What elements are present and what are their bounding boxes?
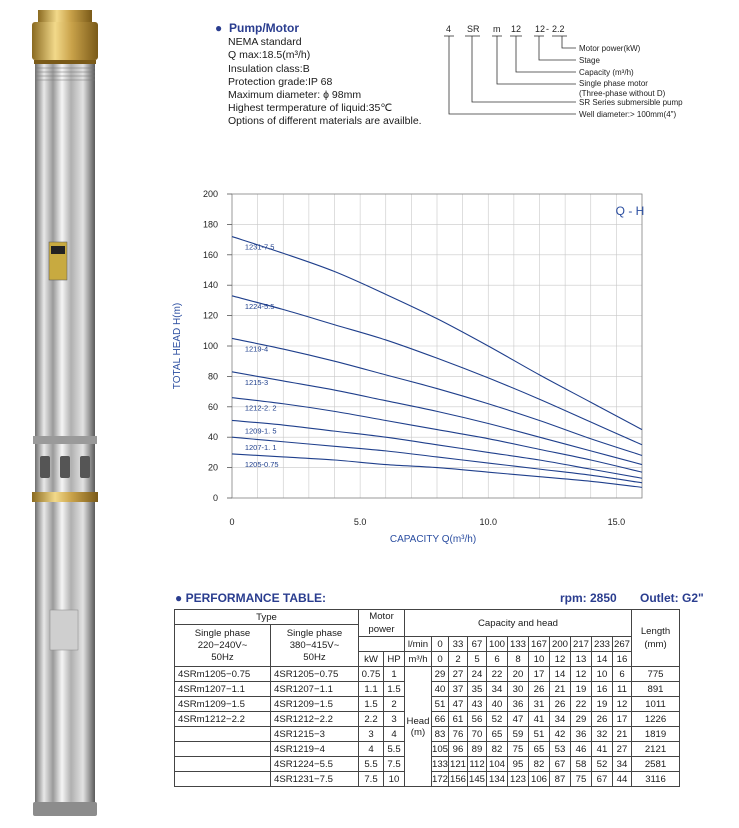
head-value: 34 xyxy=(613,757,632,772)
three-phase-model: 4SR1215−3 xyxy=(271,727,359,742)
head-value: 26 xyxy=(550,697,571,712)
length-value: 775 xyxy=(632,667,680,682)
code-part: SR xyxy=(467,24,480,34)
head-value: 22 xyxy=(571,697,592,712)
head-value: 34 xyxy=(550,712,571,727)
hp-value: 3 xyxy=(384,712,405,727)
spec-line: Highest termperature of liquid:35℃ xyxy=(228,102,393,115)
spec-line: Q max:18.5(m³/h) xyxy=(228,49,311,62)
head-value: 41 xyxy=(529,712,550,727)
head-value: 145 xyxy=(469,773,486,785)
head-value: 89 xyxy=(468,742,487,757)
code-desc: Stage xyxy=(579,56,600,65)
series-label: 1209-1. 5 xyxy=(244,426,277,436)
hp-value: 2 xyxy=(384,697,405,712)
rpm-label: rpm: 2850 xyxy=(560,591,617,605)
head-value: 17 xyxy=(529,667,550,682)
kw-value: 1.5 xyxy=(359,697,384,712)
m3h-value: 12 xyxy=(550,652,571,667)
head-value: 12 xyxy=(613,697,632,712)
head-value: 52 xyxy=(592,757,613,772)
three-phase-model: 4SR1212−2.2 xyxy=(271,712,359,727)
head-label: Head (m) xyxy=(405,667,432,787)
head-value: 36 xyxy=(508,697,529,712)
head-value: 95 xyxy=(508,757,529,772)
three-phase-model: 4SR1205−0.75 xyxy=(271,667,359,682)
head-value: 29 xyxy=(432,667,449,682)
head-value: 16 xyxy=(592,682,613,697)
head-value: 59 xyxy=(508,727,529,742)
head-value: 47 xyxy=(508,712,529,727)
head-value: 51 xyxy=(432,697,449,712)
hp-value: 1 xyxy=(384,667,405,682)
head-value: 65 xyxy=(529,742,550,757)
m3h-value: 16 xyxy=(613,652,632,667)
pump-motor-spec xyxy=(215,22,465,129)
power-spacer xyxy=(359,637,405,652)
lmin-value: 267 xyxy=(614,638,631,650)
x-tick-label: 5.0 xyxy=(353,517,367,527)
table-row xyxy=(175,667,680,682)
outlet-label: Outlet: G2" xyxy=(640,591,704,605)
length-value: 2581 xyxy=(632,757,680,772)
m3h-value: 8 xyxy=(508,652,529,667)
performance-table xyxy=(174,609,680,787)
head-value: 61 xyxy=(449,712,468,727)
head-value: 51 xyxy=(529,727,550,742)
lmin-label: l/min xyxy=(405,637,432,652)
type-header: Type xyxy=(175,610,359,625)
kw-value: 3 xyxy=(359,727,384,742)
x-tick-label: 0 xyxy=(229,517,235,527)
y-tick-label: 20 xyxy=(207,462,218,473)
length-value: 1226 xyxy=(632,712,680,727)
y-tick-label: 0 xyxy=(212,493,218,503)
chart-title: Q - H xyxy=(615,204,645,218)
length-value: 3116 xyxy=(632,772,680,787)
head-value: 40 xyxy=(432,682,449,697)
single-phase-model: 4SRm1205−0.75 xyxy=(175,667,271,682)
qh-chart xyxy=(168,182,668,552)
head-value: 105 xyxy=(432,743,449,755)
hp-value: 4 xyxy=(384,727,405,742)
single-phase-model xyxy=(175,742,271,757)
head-value: 22 xyxy=(487,667,508,682)
m3h-value: 14 xyxy=(592,652,613,667)
head-value: 26 xyxy=(529,682,550,697)
series-label: 1231-7.5 xyxy=(244,242,275,252)
code-part: 4 xyxy=(446,24,452,34)
y-tick-label: 40 xyxy=(207,432,218,443)
head-value: 17 xyxy=(613,712,632,727)
series-label: 1215-3 xyxy=(244,377,269,387)
y-tick-label: 100 xyxy=(202,341,218,351)
kw-value: 7.5 xyxy=(359,772,384,787)
lmin-value: 233 xyxy=(592,637,613,652)
head-value: 21 xyxy=(613,727,632,742)
head-value: 14 xyxy=(550,667,571,682)
code-part: 2.2 xyxy=(552,24,565,34)
code-part: 12 xyxy=(511,24,522,34)
head-value: 19 xyxy=(571,682,592,697)
head-value: 70 xyxy=(468,727,487,742)
series-label: 1219-4 xyxy=(244,344,269,354)
x-axis-label: CAPACITY Q(m³/h) xyxy=(389,534,477,545)
head-value: 67 xyxy=(550,757,571,772)
m3h-value: 10 xyxy=(529,652,550,667)
head-value: 26 xyxy=(592,712,613,727)
hp-value: 7.5 xyxy=(384,757,405,772)
hp-value: 1.5 xyxy=(384,682,405,697)
x-tick-label: 15.0 xyxy=(607,517,626,527)
m3h-value: 13 xyxy=(571,652,592,667)
spec-heading xyxy=(215,22,465,35)
x-tick-label: 10.0 xyxy=(479,517,498,527)
code-part: - xyxy=(546,24,549,34)
head-value: 133 xyxy=(432,758,449,770)
head-value: 75 xyxy=(508,742,529,757)
head-value: 34 xyxy=(487,682,508,697)
head-value: 96 xyxy=(449,742,468,757)
series-label: 1212-2. 2 xyxy=(244,403,277,413)
m3h-value: 2 xyxy=(449,652,468,667)
head-value: 44 xyxy=(613,772,632,787)
head-value: 40 xyxy=(487,697,508,712)
kw-header: kW xyxy=(359,652,384,667)
kw-value: 2.2 xyxy=(359,712,384,727)
three-phase-model: 4SR1207−1.1 xyxy=(271,682,359,697)
x-axis-ticks xyxy=(229,517,625,527)
head-value: 65 xyxy=(487,727,508,742)
head-value: 27 xyxy=(449,667,468,682)
model-code-diagram xyxy=(440,20,739,130)
head-value: 112 xyxy=(469,758,485,770)
m3h-value: 5 xyxy=(468,652,487,667)
single-phase-model xyxy=(175,757,271,772)
head-value: 156 xyxy=(450,773,467,785)
lmin-value: 217 xyxy=(571,637,592,652)
lmin-value: 200 xyxy=(550,637,571,652)
lmin-value: 100 xyxy=(487,637,508,652)
head-value: 67 xyxy=(592,772,613,787)
m3h-value: 0 xyxy=(432,652,449,667)
y-tick-label: 140 xyxy=(202,280,218,291)
head-value: 10 xyxy=(592,667,613,682)
y-tick-label: 180 xyxy=(202,219,218,230)
three-phase-model: 4SR1231−7.5 xyxy=(271,772,359,787)
head-value: 76 xyxy=(449,727,468,742)
three-phase-model: 4SR1209−1.5 xyxy=(271,697,359,712)
kw-value: 1.1 xyxy=(359,682,384,697)
head-value: 36 xyxy=(571,727,592,742)
single-phase-model xyxy=(175,772,271,787)
head-value: 47 xyxy=(449,697,468,712)
bullet-icon: ● xyxy=(215,21,223,35)
series-label: 1205-0.75 xyxy=(244,459,279,469)
length-value: 891 xyxy=(632,682,680,697)
y-axis-ticks xyxy=(203,189,232,503)
single-phase-model: 4SRm1212−2.2 xyxy=(175,712,271,727)
head-value: 11 xyxy=(613,682,632,697)
single-phase-model: 4SRm1209−1.5 xyxy=(175,697,271,712)
head-value: 83 xyxy=(432,727,449,742)
m3h-value: 6 xyxy=(487,652,508,667)
head-value: 6 xyxy=(613,667,632,682)
y-tick-label: 200 xyxy=(202,189,218,199)
spec-line: NEMA standard xyxy=(228,36,302,49)
head-value: 123 xyxy=(508,772,529,787)
hp-header: HP xyxy=(384,652,405,667)
pump-image xyxy=(10,10,120,820)
lmin-value: 67 xyxy=(468,637,487,652)
length-value: 1011 xyxy=(632,697,680,712)
single-phase-header: Single phase 220−240V~ 50Hz xyxy=(175,625,271,667)
head-value: 75 xyxy=(571,772,592,787)
three-phase-model: 4SR1219−4 xyxy=(271,742,359,757)
head-value: 134 xyxy=(487,772,508,787)
performance-title xyxy=(175,591,326,605)
head-value: 58 xyxy=(571,757,592,772)
head-value: 20 xyxy=(508,667,529,682)
hp-value: 5.5 xyxy=(384,742,405,757)
head-value: 35 xyxy=(468,682,487,697)
lmin-value: 0 xyxy=(432,637,449,652)
three-phase-header: Single phase 380−415V~ 50Hz xyxy=(271,625,359,667)
lmin-value: 167 xyxy=(529,637,550,652)
head-value: 53 xyxy=(550,742,571,757)
single-phase-model xyxy=(175,727,271,742)
head-value: 27 xyxy=(613,742,632,757)
y-tick-label: 120 xyxy=(202,310,218,321)
code-desc: Single phase motor xyxy=(579,79,648,88)
length-header: Length (mm) xyxy=(632,610,680,667)
head-value: 87 xyxy=(550,772,571,787)
head-value: 66 xyxy=(432,712,449,727)
head-value: 30 xyxy=(508,682,529,697)
y-tick-label: 160 xyxy=(202,249,218,260)
head-value: 12 xyxy=(571,667,592,682)
spec-line: Options of different materials are availble. xyxy=(228,115,422,128)
head-value: 41 xyxy=(592,742,613,757)
head-value: 32 xyxy=(592,727,613,742)
head-value: 46 xyxy=(571,742,592,757)
kw-value: 0.75 xyxy=(359,667,384,682)
head-value: 82 xyxy=(487,742,508,757)
code-desc: Capacity (m³/h) xyxy=(579,68,634,77)
head-value: 172 xyxy=(432,773,449,785)
motor-power-header: Motor power xyxy=(359,610,405,637)
single-phase-model: 4SRm1207−1.1 xyxy=(175,682,271,697)
code-desc: Motor power(kW) xyxy=(579,44,641,53)
lmin-value: 33 xyxy=(449,637,468,652)
head-value: 21 xyxy=(550,682,571,697)
series-label: 1207-1. 1 xyxy=(244,443,277,453)
spec-line: Maximum diameter: ϕ 98mm xyxy=(228,89,362,102)
head-value: 82 xyxy=(529,757,550,772)
bullet-icon: ● xyxy=(175,591,186,605)
head-value: 56 xyxy=(468,712,487,727)
length-value: 1819 xyxy=(632,727,680,742)
y-tick-label: 80 xyxy=(207,371,218,382)
length-value: 2121 xyxy=(632,742,680,757)
spec-line: Protection grade:IP 68 xyxy=(228,75,333,88)
head-value: 106 xyxy=(529,772,550,787)
performance-title-text: PERFORMANCE TABLE: xyxy=(185,591,327,605)
head-value: 37 xyxy=(449,682,468,697)
spec-heading-text: Pump/Motor xyxy=(229,21,299,35)
head-value: 52 xyxy=(487,712,508,727)
capacity-head-header: Capacity and head xyxy=(405,610,632,637)
series-label: 1224-5.5 xyxy=(244,301,275,311)
code-desc: (Three-phase without D) xyxy=(579,89,666,98)
m3h-label: m³/h xyxy=(405,652,432,667)
hp-value: 10 xyxy=(384,772,405,787)
spec-line: Insulation class:B xyxy=(228,62,310,75)
head-value: 43 xyxy=(468,697,487,712)
head-value: 42 xyxy=(550,727,571,742)
head-value: 121 xyxy=(450,758,467,770)
head-value: 104 xyxy=(487,757,508,772)
chart-grid xyxy=(232,194,642,498)
kw-value: 5.5 xyxy=(359,757,384,772)
lmin-value: 133 xyxy=(508,637,529,652)
head-value: 19 xyxy=(592,697,613,712)
head-value: 29 xyxy=(571,712,592,727)
head-value: 24 xyxy=(468,667,487,682)
curve-labels xyxy=(245,243,279,469)
code-desc: SR Series submersible pump xyxy=(579,98,683,107)
y-tick-label: 60 xyxy=(207,401,218,412)
code-part: m xyxy=(493,24,501,34)
code-desc: Well diameter:> 100mm(4") xyxy=(579,110,677,119)
head-value: 31 xyxy=(529,697,550,712)
y-axis-label: TOTAL HEAD H(m) xyxy=(172,302,183,390)
three-phase-model: 4SR1224−5.5 xyxy=(271,757,359,772)
kw-value: 4 xyxy=(359,742,384,757)
code-part: 12 xyxy=(535,24,546,34)
